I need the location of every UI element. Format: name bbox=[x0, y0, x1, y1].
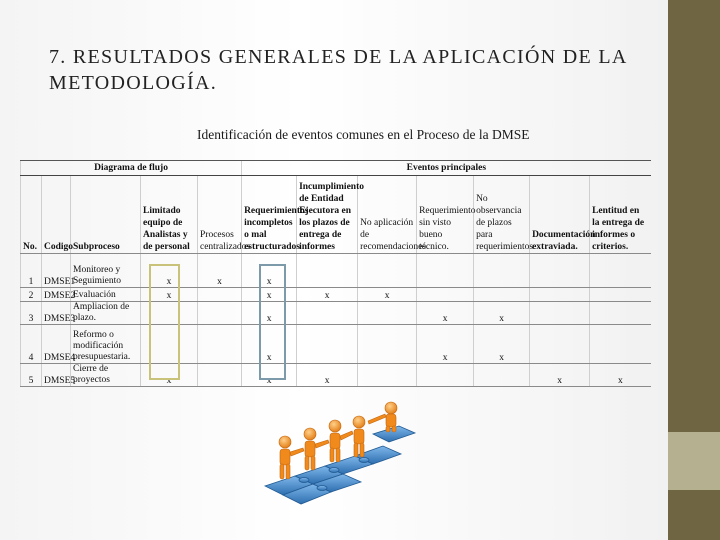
flow-diagram-header: Diagrama de flujo bbox=[21, 161, 242, 176]
event-mark: x bbox=[358, 288, 417, 302]
event-mark bbox=[198, 364, 242, 387]
decorative-band-middle bbox=[668, 432, 720, 490]
slide-title: 7. RESULTADOS GENERALES DE LA APLICACIÓN DE LA METODOLOGÍA. bbox=[49, 46, 627, 94]
row-code: DMSE2 bbox=[42, 288, 71, 302]
col-header-no-technical-approval: Requerimiento sin visto bueno técnico. bbox=[417, 176, 474, 254]
decorative-band-bottom bbox=[668, 490, 720, 540]
event-mark bbox=[474, 364, 530, 387]
row-number: 2 bbox=[21, 288, 42, 302]
event-mark: x bbox=[417, 325, 474, 364]
event-mark bbox=[530, 302, 590, 325]
event-mark: x bbox=[242, 364, 297, 387]
column-header-row bbox=[21, 176, 651, 254]
event-mark bbox=[590, 302, 651, 325]
event-mark: x bbox=[590, 364, 651, 387]
col-header-subprocess: Subproceso bbox=[71, 176, 141, 254]
table-row bbox=[21, 254, 651, 288]
event-mark bbox=[297, 325, 358, 364]
events-table-container bbox=[20, 160, 650, 386]
event-mark: x bbox=[474, 325, 530, 364]
events-table bbox=[20, 160, 651, 387]
event-mark bbox=[530, 254, 590, 288]
row-code: DMSE4 bbox=[42, 325, 71, 364]
event-mark bbox=[297, 302, 358, 325]
col-header-incomplete-requirements: Requerimientos incompletos o mal estructurados bbox=[242, 176, 297, 254]
highlight-box-requirements-column bbox=[259, 264, 286, 380]
event-mark bbox=[198, 288, 242, 302]
event-mark: x bbox=[242, 302, 297, 325]
event-mark: x bbox=[417, 302, 474, 325]
table-row bbox=[21, 364, 651, 387]
event-mark bbox=[474, 288, 530, 302]
event-mark bbox=[297, 254, 358, 288]
row-number: 1 bbox=[21, 254, 42, 288]
event-mark: x bbox=[297, 364, 358, 387]
event-mark bbox=[530, 288, 590, 302]
event-mark: x bbox=[242, 254, 297, 288]
table-caption: Identificación de eventos comunes en el Proceso de la DMSE bbox=[197, 127, 530, 142]
event-mark bbox=[417, 364, 474, 387]
col-header-no-recommendations: No aplicación de recomendaciones bbox=[358, 176, 417, 254]
col-header-code: Codigo bbox=[42, 176, 71, 254]
event-mark: x bbox=[141, 364, 198, 387]
row-code: DMSE1 bbox=[42, 254, 71, 288]
event-mark bbox=[417, 254, 474, 288]
table-row bbox=[21, 302, 651, 325]
event-mark: x bbox=[141, 288, 198, 302]
event-mark: x bbox=[242, 325, 297, 364]
row-number: 3 bbox=[21, 302, 42, 325]
main-events-header: Eventos principales bbox=[242, 161, 651, 176]
row-subprocess: Monitoreo y Seguimiento bbox=[71, 254, 141, 288]
event-mark bbox=[198, 325, 242, 364]
event-mark bbox=[590, 288, 651, 302]
col-header-lost-documents: Documentación extraviada. bbox=[530, 176, 590, 254]
table-row bbox=[21, 325, 651, 364]
row-subprocess: Reformo o modificación presupuestaria. bbox=[71, 325, 141, 364]
event-mark: x bbox=[474, 302, 530, 325]
col-header-deadline-nonobservance: No observancia de plazos para requerimientos bbox=[474, 176, 530, 254]
col-header-centralized: Procesos centralizados bbox=[198, 176, 242, 254]
row-code: DMSE3 bbox=[42, 302, 71, 325]
event-mark bbox=[474, 254, 530, 288]
event-mark bbox=[358, 302, 417, 325]
row-code: DMSE5 bbox=[42, 364, 71, 387]
col-header-limited-staff: Limitado equipo de Analistas y de personal bbox=[141, 176, 198, 254]
event-mark bbox=[358, 325, 417, 364]
table-row bbox=[21, 288, 651, 302]
event-mark bbox=[198, 302, 242, 325]
col-header-slow-reports: Lentitud en la entrega de informes o criterios. bbox=[590, 176, 651, 254]
event-mark bbox=[590, 254, 651, 288]
row-subprocess: Cierre de proyectos bbox=[71, 364, 141, 387]
row-number: 4 bbox=[21, 325, 42, 364]
row-subprocess: Ampliacion de plazo. bbox=[71, 302, 141, 325]
col-header-no: No. bbox=[21, 176, 42, 254]
event-mark: x bbox=[530, 364, 590, 387]
event-mark bbox=[417, 288, 474, 302]
event-mark: x bbox=[141, 254, 198, 288]
row-subprocess: Evaluación bbox=[71, 288, 141, 302]
teamwork-puzzle-icon bbox=[255, 398, 425, 510]
event-mark: x bbox=[297, 288, 358, 302]
event-mark bbox=[358, 364, 417, 387]
col-header-noncompliance: Incumplimiento de Entidad Ejecutora en los plazos de entrega de informes bbox=[297, 176, 358, 254]
group-header-row bbox=[21, 161, 651, 176]
event-mark: x bbox=[198, 254, 242, 288]
event-mark bbox=[358, 254, 417, 288]
highlight-box-staff-column bbox=[149, 264, 180, 380]
row-number: 5 bbox=[21, 364, 42, 387]
event-mark: x bbox=[242, 288, 297, 302]
event-mark bbox=[530, 325, 590, 364]
decorative-band-top bbox=[668, 0, 720, 432]
event-mark bbox=[590, 325, 651, 364]
